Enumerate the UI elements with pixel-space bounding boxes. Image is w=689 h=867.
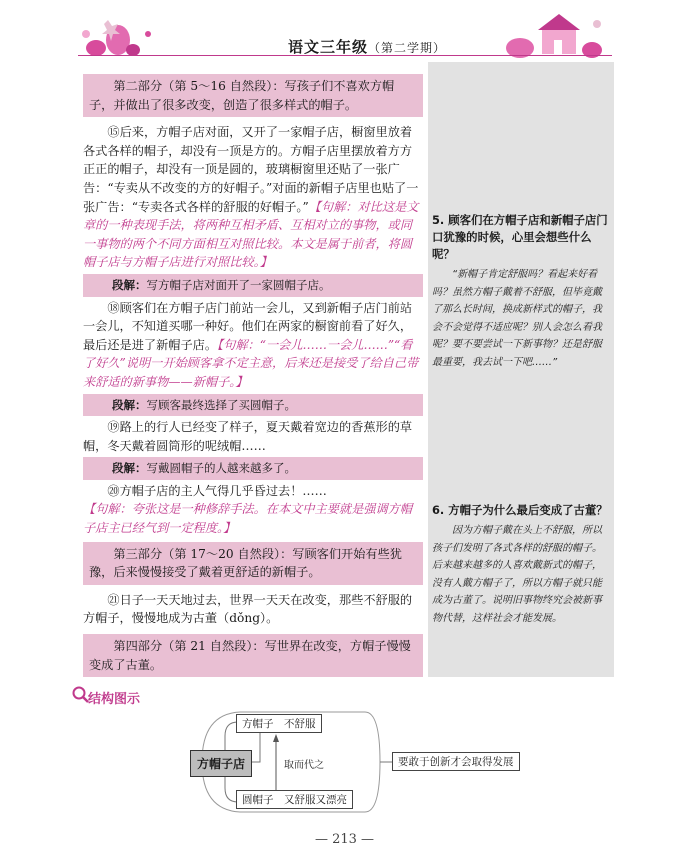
question-5 <box>432 212 610 371</box>
paragraph-15: ⑮后来，方帽子店对面，又开了一家帽子店，橱窗里放着各式各样的帽子，却没有一顶是方的。方帽子店里摆放着方方正正的帽子，却没有一顶是圆的，玻璃橱窗里还贴了一张广告：“专卖从不改变的方的好帽子。”对面的新帽子店里也贴了一张广告：“专卖各式各样的舒服的好帽子。”【句解：对比这是文章的一种表现手法，将两种互相矛盾、互相对立的事物，或同一事物的两个不同方面相互对照比较。本文是属于前者，将圆帽子店与方帽子店进行对照比较。】 <box>83 125 419 270</box>
diagram-bottom: 圆帽子 又舒服又漂亮 <box>236 790 353 809</box>
decoration-left-icon <box>78 12 198 60</box>
header-divider <box>78 55 612 56</box>
part3-summary: 第三部分（第 17～20 自然段）：写顾客们开始有些犹豫，后来慢慢接受了戴着更舒适的新帽子。 <box>83 542 423 585</box>
question-6-title: 6. 方帽子为什么最后变成了古董？ <box>432 503 608 517</box>
structure-title: 结构图示 <box>88 692 141 707</box>
main-content <box>83 74 423 683</box>
part4-summary: 第四部分（第 21 自然段）：写世界在改变，方帽子慢慢变成了古董。 <box>83 634 423 677</box>
header-title: 语文三年级（第二学期） <box>288 38 447 56</box>
diagram-middle: 取而代之 <box>284 760 324 771</box>
summary-1: 段解：写方帽子店对面开了一家圆帽子店。 <box>83 274 423 297</box>
diagram-result: 要敢于创新才会取得发展 <box>392 752 520 771</box>
paragraph-18-note: 【句解：“一会儿……一会儿……”“看了好久”说明一开始顾客拿不定主意，后来还是接受了给自己带来舒适的新事物——新帽子。】 <box>83 337 419 389</box>
question-5-answer: “新帽子肯定舒服吗？看起来好看吗？虽然方帽子戴着不舒服，但毕竟戴了那么长时间，换成新样式的帽子，我会不会觉得不适应呢？别人会怎么看我呢？要不要尝试一下新事物？还是舒服最重要，我去试一下吧……” <box>432 269 602 368</box>
question-6 <box>432 502 610 627</box>
diagram-center: 方帽子店 <box>190 750 252 777</box>
paragraph-15-note: 【句解：对比这是文章的一种表现手法，将两种互相矛盾、互相对立的事物，或同一事物的两个不同方面相互对照比较。本文是属于前者，将圆帽子店与方帽子店进行对照比较。】 <box>83 199 419 270</box>
paragraph-19: ⑲路上的行人已经变了样子，夏天戴着宽边的香蕉形的草帽，冬天戴着圆筒形的呢绒帽…… <box>83 420 413 453</box>
paragraph-20: ⑳方帽子店的主人气得几乎昏过去！…… <box>107 483 327 498</box>
summary-3: 段解：写戴圆帽子的人越来越多了。 <box>83 457 423 480</box>
part2-summary: 第二部分（第 5～16 自然段）：写孩子们不喜欢方帽子，并做出了很多改变，创造了很多样式的帽子。 <box>83 74 423 117</box>
summary-2: 段解：写顾客最终选择了买圆帽子。 <box>83 394 423 417</box>
page-number: — 213 — <box>314 832 375 847</box>
question-6-answer: 因为方帽子戴在头上不舒服，所以孩子们发明了各式各样的舒服的帽子。后来越来越多的人喜欢戴新式的帽子，没有人戴方帽子了，所以方帽子就只能成为古董了。说明旧事物终究会被新事物代替，这样社会才能发展。 <box>432 525 602 624</box>
paragraph-21: ㉑日子一天天地过去，世界一天天在改变，那些不舒服的方帽子，慢慢地成为古董（dǒng）。 <box>83 592 413 626</box>
structure-diagram <box>180 708 520 818</box>
diagram-top: 方帽子 不舒服 <box>236 714 322 733</box>
paragraph-18: ⑱顾客们在方帽子店门前站一会儿，又到新帽子店门前站一会儿，不知道买哪一种好。他们在两家的橱窗前看了好久，最后还是进了新帽子店。【句解：“一会儿……一会儿……”“看了好久”说明一开始顾客拿不定主意，后来还是接受了给自己带来舒适的新事物——新帽子。】 <box>83 300 419 389</box>
page-header <box>78 10 612 66</box>
question-5-title: 5. 顾客们在方帽子店和新帽子店门口犹豫的时候，心里会想些什么呢？ <box>432 213 608 261</box>
paragraph-20-note: 【句解：夸张这是一种修辞手法。在本文中主要就是强调方帽子店主已经气到一定程度。】 <box>83 502 413 536</box>
